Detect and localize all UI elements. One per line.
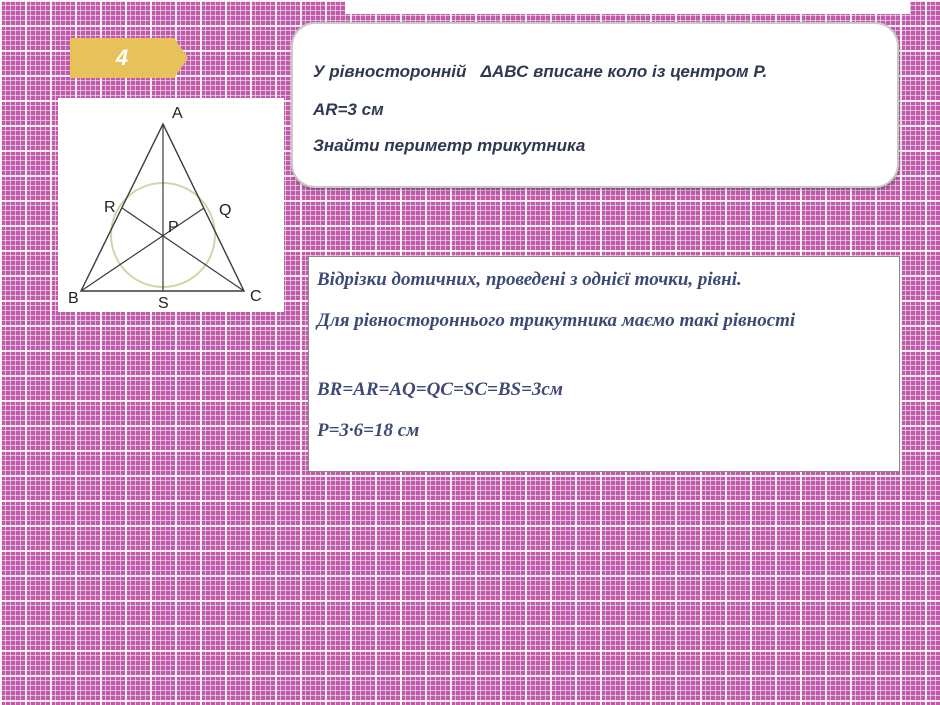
solution-equalities: BR=AR=AQ=QC=SC=BS=3см bbox=[317, 379, 563, 400]
label-q: Q bbox=[219, 202, 232, 219]
task-statement: У рівносторонній ΔАВС вписане коло із центром Р. bbox=[313, 62, 768, 81]
solution-perimeter: P=3·6=18 см bbox=[317, 420, 420, 441]
label-r: R bbox=[104, 199, 116, 216]
triangle-figure bbox=[58, 98, 284, 312]
slide-number: 4 bbox=[115, 45, 129, 70]
slide-number-badge bbox=[70, 38, 188, 78]
solution-rule: Відрізки дотичних, проведені з однієї точки, рівні. bbox=[317, 269, 742, 290]
task-question: Знайти периметр трикутника bbox=[313, 136, 586, 155]
triangle-diagram bbox=[58, 98, 284, 312]
solution-card bbox=[308, 256, 900, 472]
label-s: S bbox=[158, 295, 169, 312]
label-p: P bbox=[168, 219, 179, 236]
task-given: АR=3 см bbox=[313, 100, 384, 119]
label-a: A bbox=[172, 105, 183, 122]
median-bq bbox=[81, 208, 204, 291]
top-white-strip bbox=[345, 0, 910, 14]
median-cr bbox=[122, 208, 244, 291]
label-c: C bbox=[250, 288, 262, 305]
task-card bbox=[291, 22, 899, 188]
label-b: B bbox=[68, 290, 79, 307]
solution-intro: Для рівностороннього трикутника маємо такі рівності bbox=[317, 310, 796, 331]
